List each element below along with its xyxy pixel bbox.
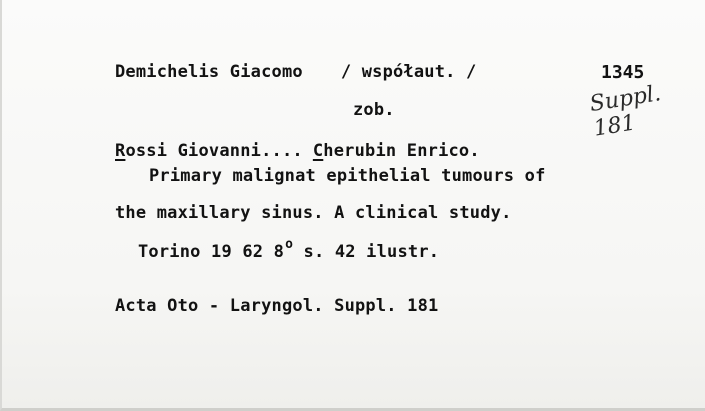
card-number: 1345 <box>601 62 645 83</box>
title-line-2: the maxillary sinus. A clinical study. <box>115 203 512 223</box>
author-heading-line <box>115 62 476 82</box>
authors-line <box>115 141 480 161</box>
author2-initial: C <box>312 141 324 161</box>
coauthor-note: / współaut. / <box>340 62 477 82</box>
handwritten-note: Suppl. 181 <box>588 81 663 142</box>
title-line-1: Primary malignat epithelial tumours of <box>149 166 546 186</box>
imprint-line <box>138 237 440 262</box>
author1-rest: ossi Giovanni.... <box>125 141 303 161</box>
main-author: Demichelis Giacomo <box>115 62 303 82</box>
author1-initial: R <box>115 141 126 161</box>
series-line: Acta Oto - Laryngol. Suppl. 181 <box>115 296 439 316</box>
see-reference: zob. <box>353 100 395 120</box>
imprint-main: Torino 19 62 8 <box>138 242 285 262</box>
imprint-tail: s. 42 ilustr. <box>293 242 440 262</box>
author2-rest: herubin Enrico. <box>323 141 480 161</box>
imprint-degree: o <box>285 237 294 252</box>
